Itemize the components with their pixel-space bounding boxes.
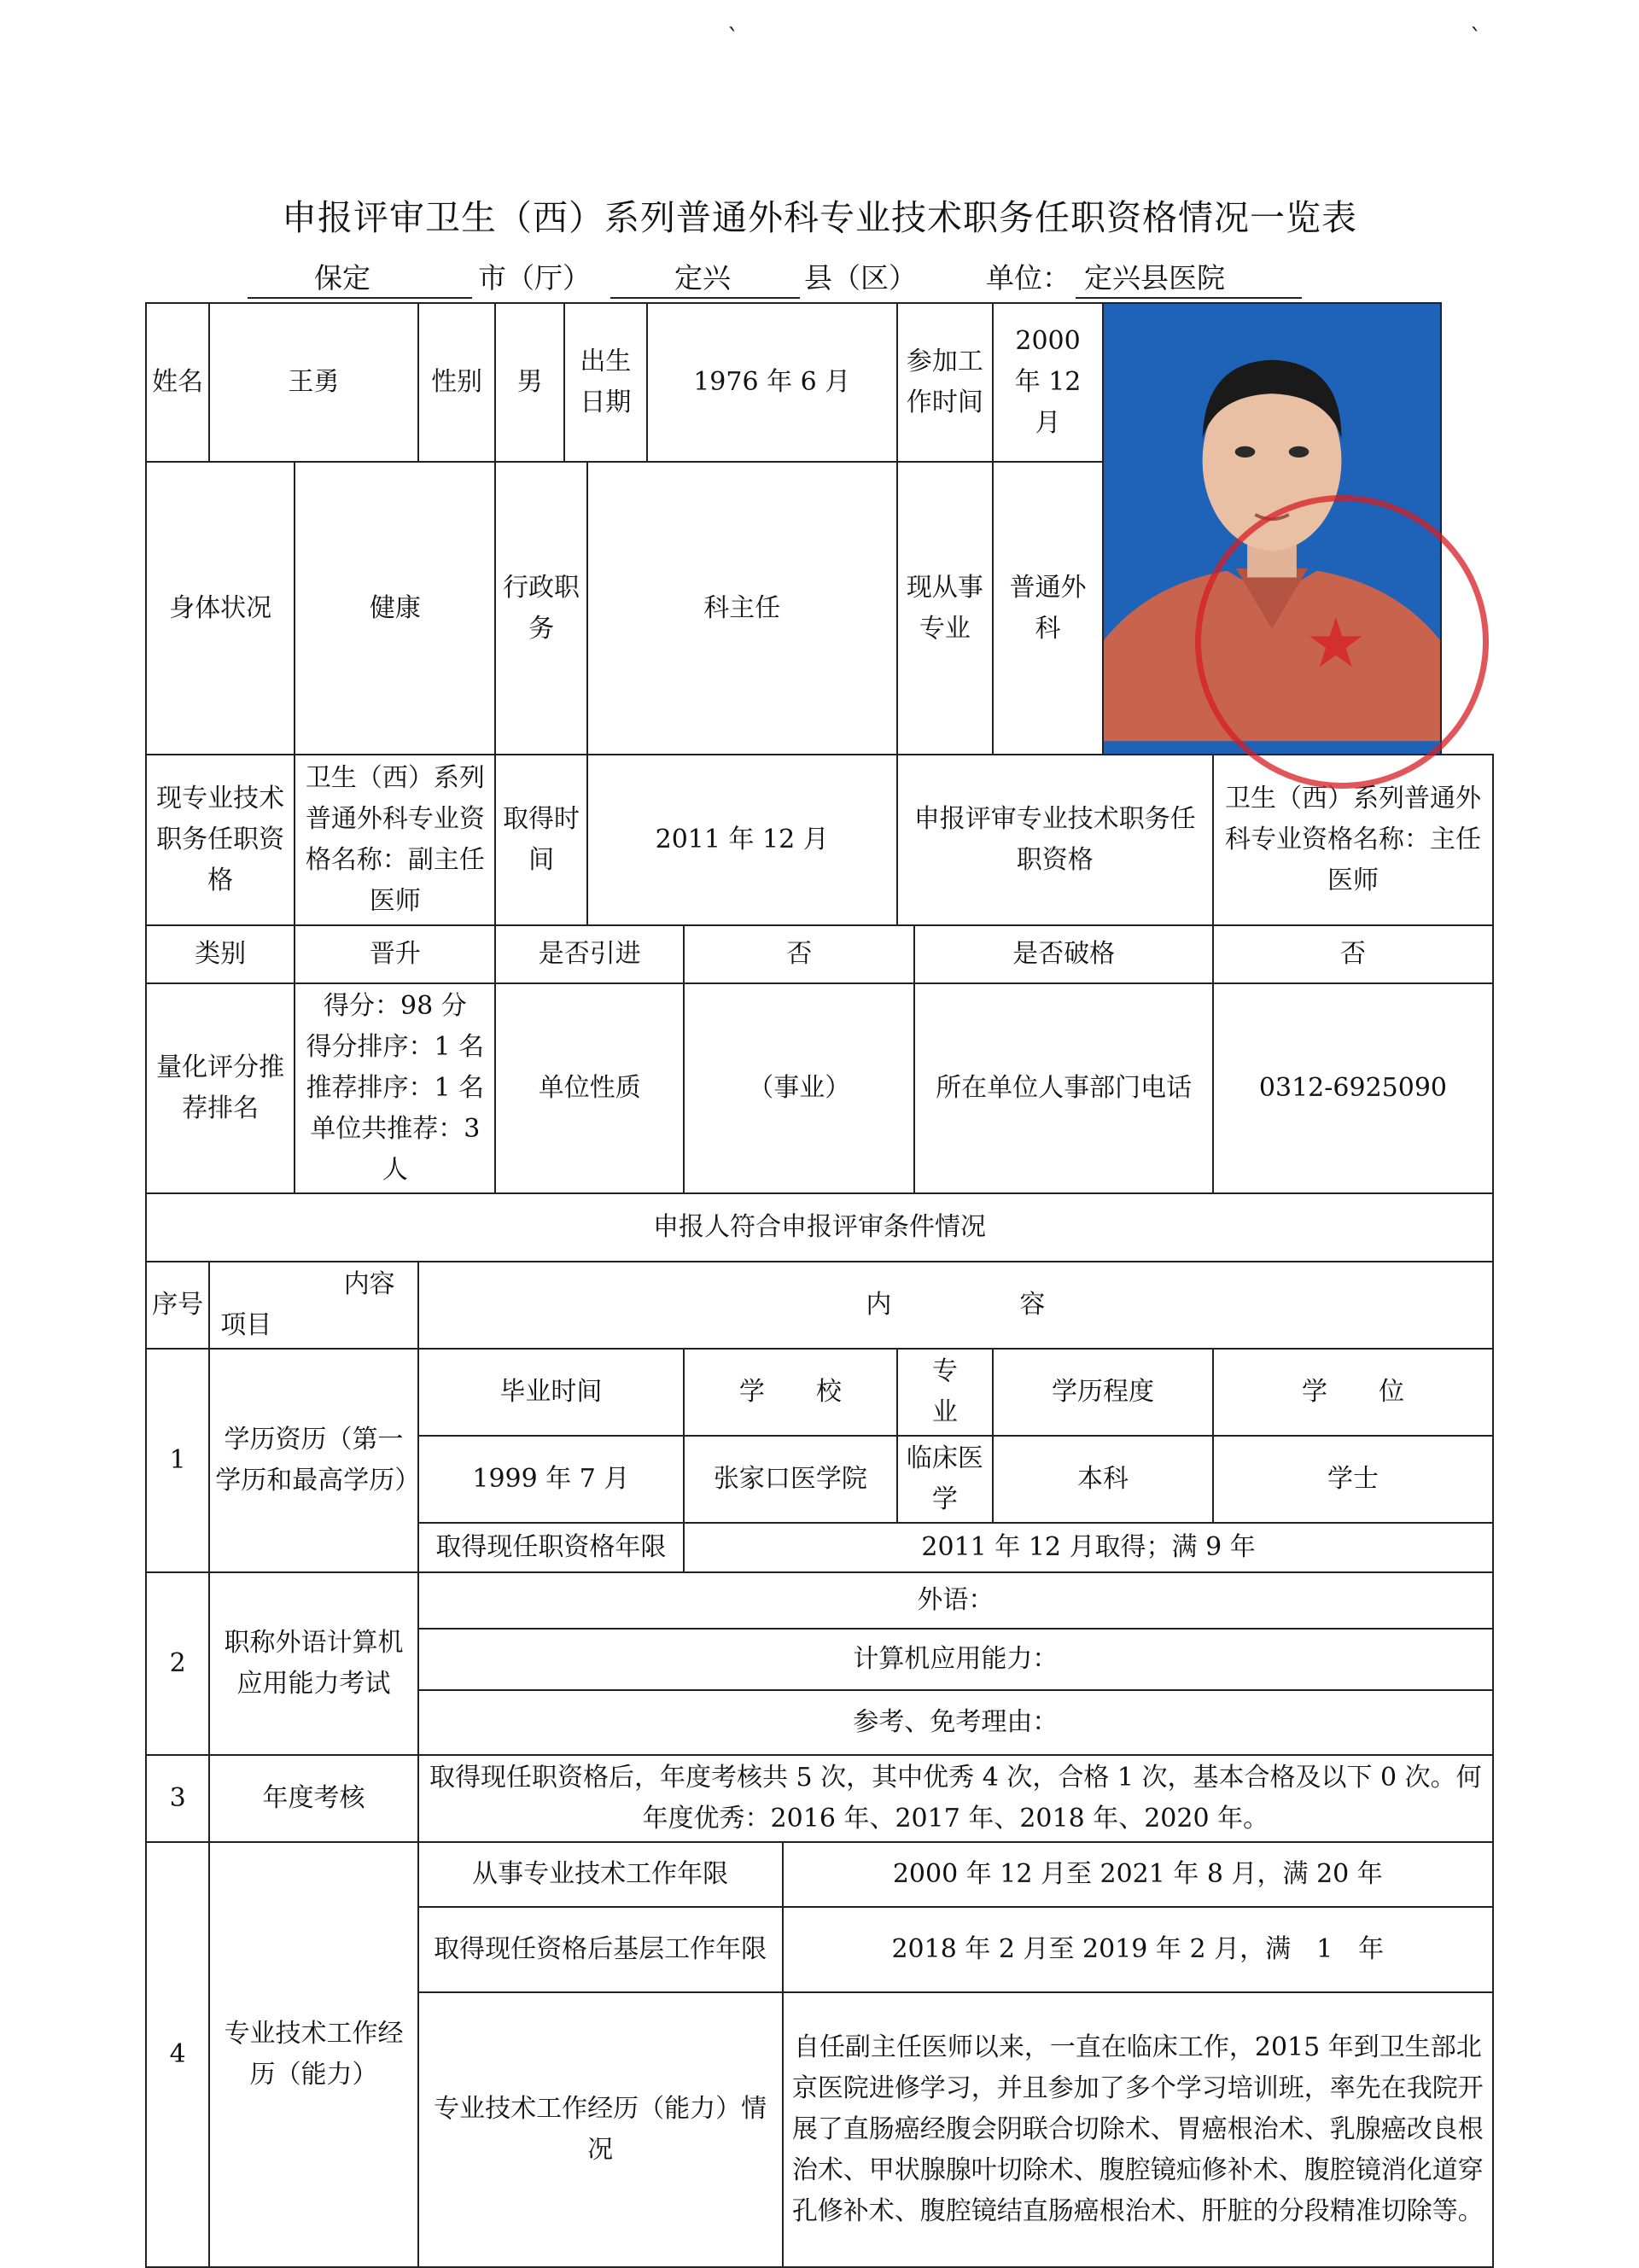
label-name: 姓名 xyxy=(146,303,209,462)
value-gender: 男 xyxy=(495,303,563,462)
edu-school: 张家口医学院 xyxy=(684,1436,897,1523)
value-work-start: 2000 年 12 月 xyxy=(993,303,1103,462)
value-category: 晋升 xyxy=(295,925,495,983)
value-unit-nature: （事业） xyxy=(684,983,914,1193)
scan-mark: ` xyxy=(727,24,739,52)
score-line: 单位共推荐：3 人 xyxy=(310,1114,481,1186)
label-unit-nature: 单位性质 xyxy=(495,983,684,1193)
label-apply-qual: 申报评审专业技术职务任职资格 xyxy=(897,755,1213,925)
row3-item: 年度考核 xyxy=(209,1755,417,1842)
row2-item: 职称外语计算机应用能力考试 xyxy=(209,1572,417,1755)
value-grassroots: 2018 年 2 月至 2019 年 2 月，满 1 年 xyxy=(783,1907,1493,1992)
label-gender: 性别 xyxy=(418,303,496,462)
label-exceptional: 是否破格 xyxy=(914,925,1213,983)
label-grassroots: 取得现任资格后基层工作年限 xyxy=(418,1907,783,1992)
row4-seq: 4 xyxy=(146,1842,209,2267)
value-score xyxy=(295,983,495,1193)
edu-header-graduation: 毕业时间 xyxy=(418,1349,684,1436)
label-work-start: 参加工作时间 xyxy=(897,303,993,462)
value-specialty: 普通外科 xyxy=(993,462,1103,755)
row1-seq: 1 xyxy=(146,1349,209,1572)
label-health: 身体状况 xyxy=(146,462,295,755)
edu-degree: 学士 xyxy=(1213,1436,1493,1523)
row1-item: 学历资历（第一学历和最高学历） xyxy=(209,1349,417,1572)
computer-ability: 计算机应用能力： xyxy=(418,1629,1493,1690)
value-experience: 自任副主任医师以来，一直在临床工作，2015 年到卫生部北京医院进修学习，并且参加了多个学习培训班，率先在我院开展了直肠癌经腹会阴联合切除术、胃癌根治术、乳腺癌改良根治术、甲状腺腺叶切除术、腹腔镜疝修补术、腹腔镜消化道穿孔修补术、腹腔镜结直肠癌根治术、肝脏的分段精准切除等。 xyxy=(783,1992,1493,2267)
value-qual-years: 2011 年 12 月取得；满 9 年 xyxy=(684,1523,1493,1572)
content-header: 内 容 xyxy=(418,1262,1493,1349)
score-line: 得分：98 分 xyxy=(324,991,467,1022)
value-health: 健康 xyxy=(295,462,495,755)
label-introduced: 是否引进 xyxy=(495,925,684,983)
value-hr-phone: 0312-6925090 xyxy=(1213,983,1493,1193)
section-title: 申报人符合申报评审条件情况 xyxy=(146,1193,1493,1262)
header-city: 保定 xyxy=(314,261,370,294)
label-item: 项目 xyxy=(220,1310,272,1341)
value-name: 王勇 xyxy=(209,303,417,462)
row4-item: 专业技术工作经历（能力） xyxy=(209,1842,417,2267)
underline-city xyxy=(248,297,472,299)
edu-major: 临床医学 xyxy=(897,1436,993,1523)
annual-review: 取得现任职资格后，年度考核共 5 次，其中优秀 4 次，合格 1 次，基本合格及以下 0 次。何年度优秀：2016 年、2017 年、2018 年、2020 年。 xyxy=(418,1755,1493,1842)
portrait-photo xyxy=(1103,303,1441,755)
label-specialty: 现从事专业 xyxy=(897,462,993,755)
underline-county xyxy=(610,297,800,299)
value-introduced: 否 xyxy=(684,925,914,983)
header-unit: 定兴县医院 xyxy=(1084,261,1225,294)
edu-level: 本科 xyxy=(993,1436,1213,1523)
edu-header-level: 学历程度 xyxy=(993,1349,1213,1436)
header-county-suffix: 县（区） xyxy=(804,261,917,294)
header-county: 定兴 xyxy=(674,261,731,294)
application-table xyxy=(145,302,1494,2268)
row3-seq: 3 xyxy=(146,1755,209,1842)
score-line: 推荐排序：1 名 xyxy=(306,1073,485,1104)
header-unit-label: 单位： xyxy=(986,261,1070,294)
label-content-item xyxy=(209,1262,417,1349)
label-birth: 出生日期 xyxy=(564,303,647,462)
label-category: 类别 xyxy=(146,925,295,983)
seal-star-icon: ★ xyxy=(1305,603,1367,683)
scan-mark: ` xyxy=(1470,24,1482,52)
value-apply-qual: 卫生（西）系列普通外科专业资格名称：主任医师 xyxy=(1213,755,1493,925)
label-content: 内容 xyxy=(343,1269,395,1300)
value-exceptional: 否 xyxy=(1213,925,1493,983)
label-work-years: 从事专业技术工作年限 xyxy=(418,1842,783,1907)
page-title: 申报评审卫生（西）系列普通外科专业技术职务任职资格情况一览表 xyxy=(282,197,1357,238)
value-work-years: 2000 年 12 月至 2021 年 8 月，满 20 年 xyxy=(783,1842,1493,1907)
label-admin: 行政职务 xyxy=(495,462,586,755)
header-city-suffix: 市（厅） xyxy=(478,261,591,294)
portrait-image xyxy=(1104,304,1440,754)
foreign-language: 外语： xyxy=(418,1572,1493,1629)
edu-header-degree: 学 位 xyxy=(1213,1349,1493,1436)
label-experience: 专业技术工作经历（能力）情况 xyxy=(418,1992,783,2267)
score-line: 得分排序：1 名 xyxy=(306,1032,485,1063)
edu-graduation: 1999 年 7 月 xyxy=(418,1436,684,1523)
label-current-qual: 现专业技术职务任职资格 xyxy=(146,755,295,925)
row2-seq: 2 xyxy=(146,1572,209,1755)
label-score: 量化评分推荐排名 xyxy=(146,983,295,1193)
label-seq: 序号 xyxy=(146,1262,209,1349)
edu-header-major: 专 业 xyxy=(897,1349,993,1436)
value-admin: 科主任 xyxy=(587,462,897,755)
label-obtained: 取得时间 xyxy=(495,755,586,925)
exempt-reason: 参考、免考理由： xyxy=(418,1690,1493,1755)
header-line xyxy=(0,256,1639,297)
value-birth: 1976 年 6 月 xyxy=(647,303,897,462)
portrait-svg xyxy=(1104,304,1440,741)
value-current-qual: 卫生（西）系列普通外科专业资格名称：副主任医师 xyxy=(295,755,495,925)
value-obtained: 2011 年 12 月 xyxy=(587,755,897,925)
edu-header-school: 学 校 xyxy=(684,1349,897,1436)
underline-unit xyxy=(1076,297,1302,299)
label-qual-years: 取得现任职资格年限 xyxy=(418,1523,684,1572)
label-hr-phone: 所在单位人事部门电话 xyxy=(914,983,1213,1193)
